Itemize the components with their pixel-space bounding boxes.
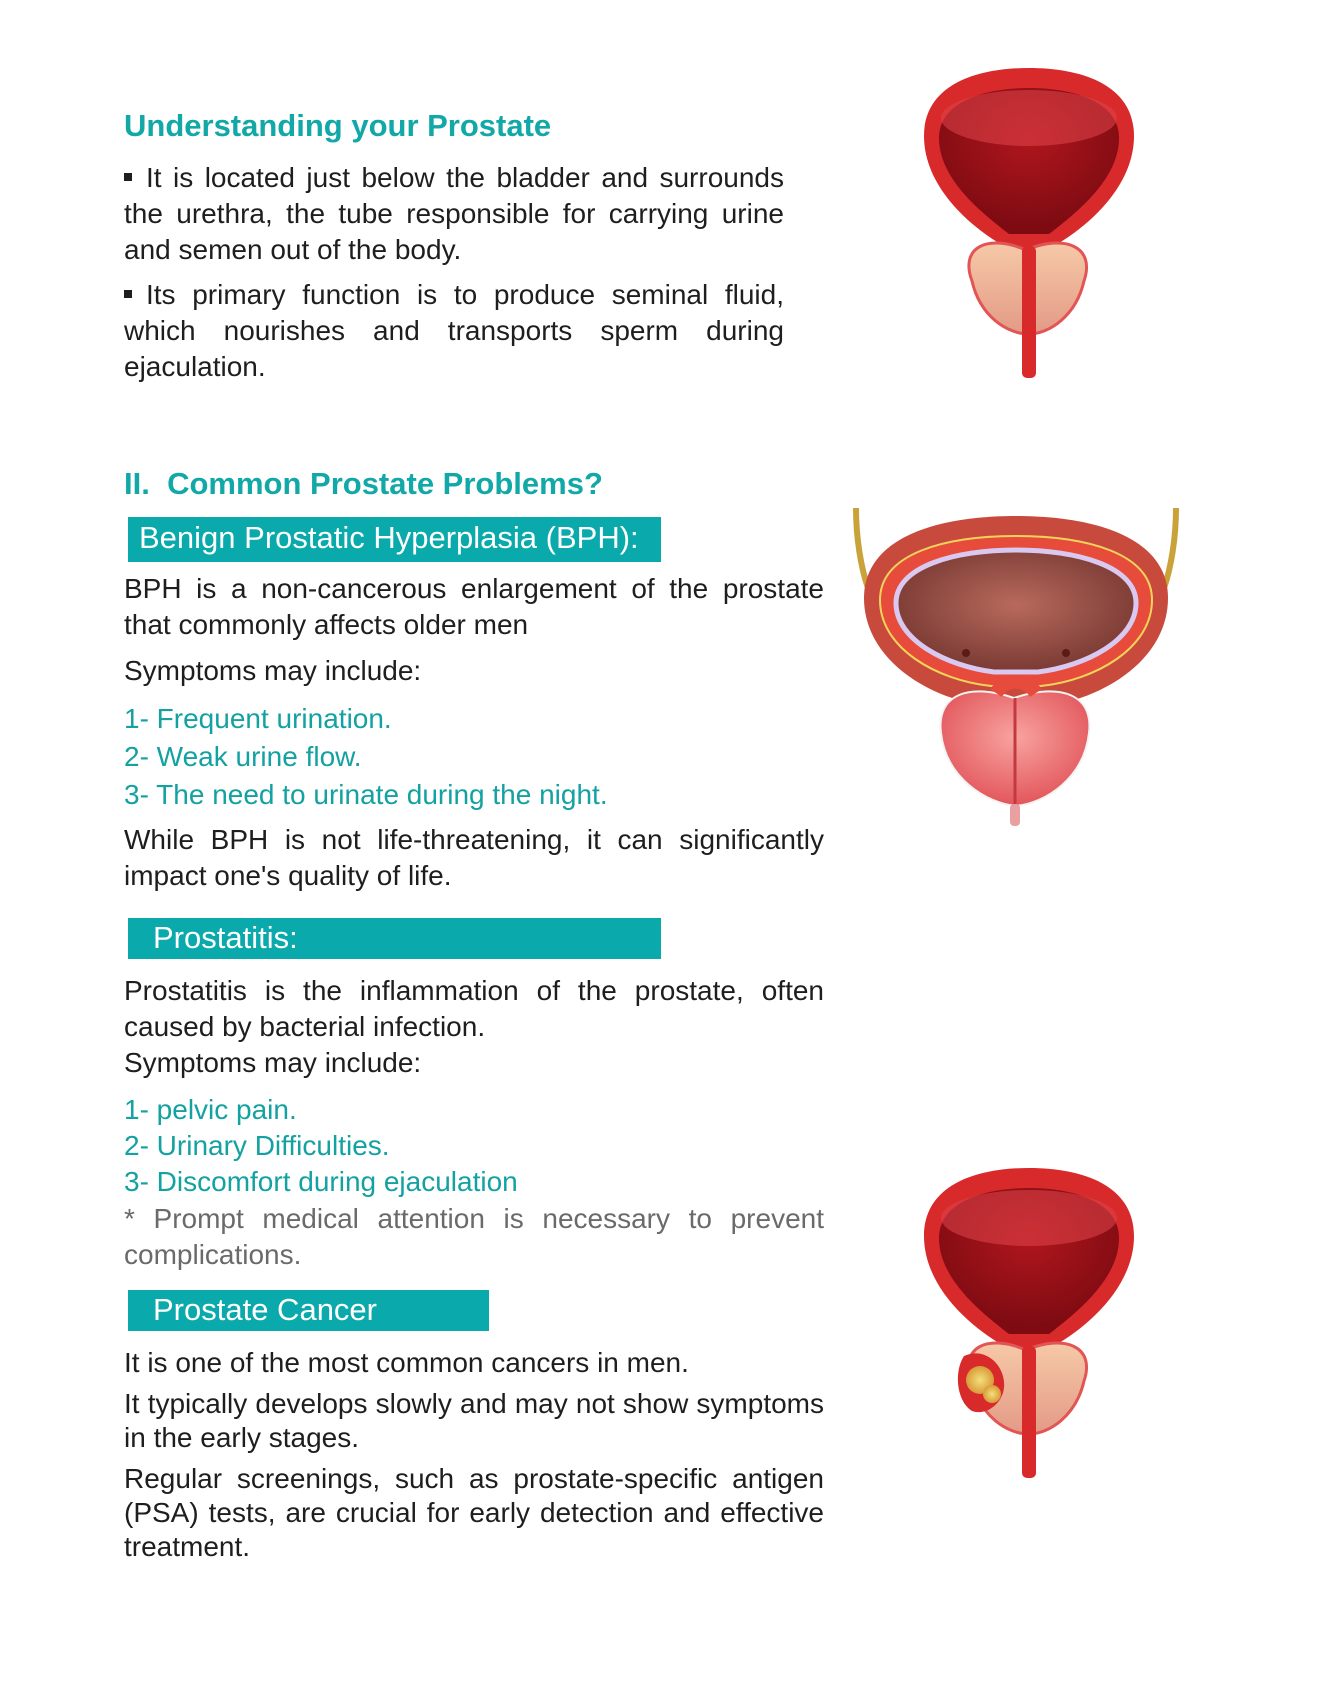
- bullet-function: Its primary function is to produce seminal fluid, which nourishes and transports sperm during ejaculation.: [124, 279, 784, 382]
- section-number: II.: [124, 466, 150, 501]
- prostatitis-symptoms-label: Symptoms may include:: [124, 1047, 422, 1078]
- bph-symptoms-label: Symptoms may include:: [124, 655, 422, 686]
- banner-prostate-cancer: Prostate Cancer: [128, 1290, 489, 1331]
- list-item: 1- pelvic pain.: [124, 1094, 297, 1125]
- cancer-paragraph: Regular screenings, such as prostate-specific antigen (PSA) tests, are crucial for early detection and effective treatment.: [124, 1463, 824, 1562]
- prostate-cancer-illustration: [914, 1166, 1144, 1480]
- normal-prostate-illustration: [914, 66, 1144, 380]
- section-title-text: Common Prostate Problems?: [167, 466, 603, 501]
- cancer-paragraph: It is one of the most common cancers in men.: [124, 1347, 689, 1378]
- cancer-paragraph: It typically develops slowly and may not show symptoms in the early stages.: [124, 1388, 824, 1453]
- list-item: 2- Urinary Difficulties.: [124, 1130, 390, 1161]
- list-item: 2- Weak urine flow.: [124, 741, 362, 772]
- list-item: 3- Discomfort during ejaculation: [124, 1166, 518, 1197]
- banner-bph: Benign Prostatic Hyperplasia (BPH):: [128, 517, 661, 562]
- bph-outro: While BPH is not life-threatening, it can significantly impact one's quality of life.: [124, 824, 824, 891]
- bph-illustration: [846, 508, 1186, 838]
- bullet-location: It is located just below the bladder and surrounds the urethra, the tube responsible for carrying urine and semen out of the body.: [124, 162, 784, 265]
- bph-symptom-list: [124, 700, 608, 814]
- prostatitis-symptom-list: [124, 1092, 518, 1200]
- list-item: 3- The need to urinate during the night.: [124, 779, 608, 810]
- banner-prostatitis: Prostatitis:: [128, 918, 661, 959]
- section-title-understanding: Understanding your Prostate: [124, 108, 552, 143]
- list-item: 1- Frequent urination.: [124, 703, 392, 734]
- section-title-problems: [124, 466, 603, 502]
- prostatitis-note: * Prompt medical attention is necessary to prevent complications.: [124, 1203, 824, 1270]
- bph-intro: BPH is a non-cancerous enlargement of the prostate that commonly affects older men: [124, 573, 824, 640]
- bullet-icon: [124, 290, 132, 298]
- bullet-icon: [124, 173, 132, 181]
- prostatitis-intro: Prostatitis is the inflammation of the prostate, often caused by bacterial infection.: [124, 975, 824, 1042]
